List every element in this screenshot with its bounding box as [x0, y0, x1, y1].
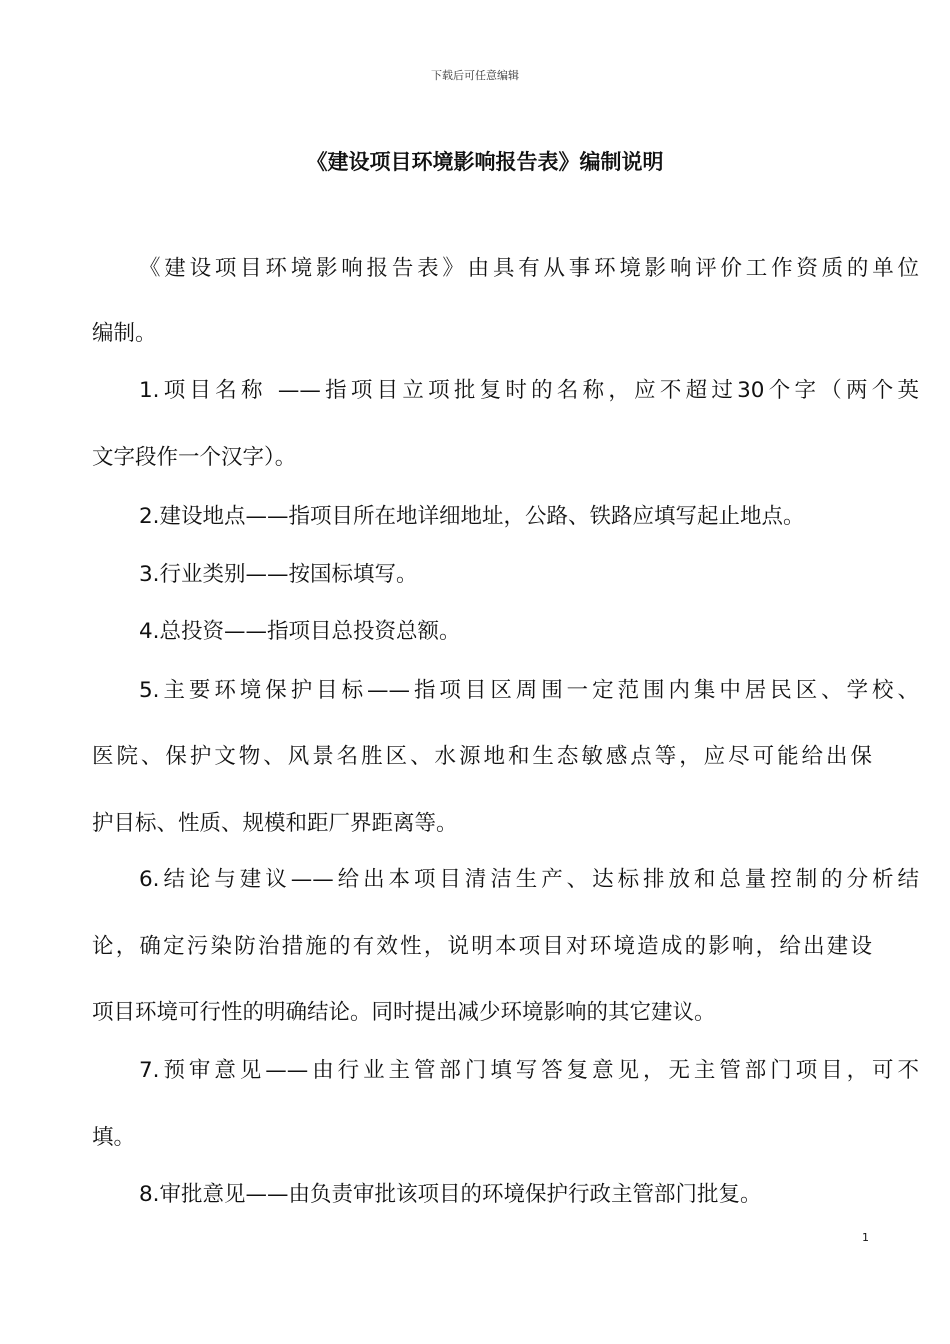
item-3: 3.行业类别——按国标填写。	[139, 562, 418, 587]
page-number: 1	[862, 1231, 869, 1244]
item-1-line-1: 1.项目名称 ——指项目立项批复时的名称，应不超过30个字（两个英	[139, 378, 919, 403]
paragraph-intro-line-2: 编制。	[92, 321, 157, 346]
item-8: 8.审批意见——由负责审批该项目的环境保护行政主管部门批复。	[139, 1182, 762, 1207]
paragraph-intro-line-1: 《建设项目环境影响报告表》由具有从事环境影响评价工作资质的单位	[139, 256, 919, 281]
item-5-line-1: 5.主要环境保护目标——指项目区周围一定范围内集中居民区、学校、	[139, 678, 919, 703]
item-6-line-1: 6.结论与建议——给出本项目清洁生产、达标排放和总量控制的分析结	[139, 867, 919, 892]
item-7-line-1: 7.预审意见——由行业主管部门填写答复意见，无主管部门项目，可不	[139, 1058, 919, 1083]
item-6-line-3: 项目环境可行性的明确结论。同时提出减少环境影响的其它建议。	[92, 1000, 716, 1025]
item-7-line-2: 填。	[92, 1125, 136, 1150]
item-6-line-2: 论，确定污染防治措施的有效性，说明本项目对环境造成的影响，给出建设	[92, 934, 872, 959]
item-1-line-2: 文字段作一个汉字）。	[92, 445, 297, 470]
item-5-line-3: 护目标、性质、规模和距厂界距离等。	[92, 811, 458, 836]
item-2: 2.建设地点——指项目所在地详细地址，公路、铁路应填写起止地点。	[139, 504, 805, 529]
header-note: 下载后可任意编辑	[431, 69, 519, 82]
item-5-line-2: 医院、保护文物、风景名胜区、水源地和生态敏感点等，应尽可能给出保	[92, 744, 872, 769]
item-4: 4.总投资——指项目总投资总额。	[139, 619, 461, 644]
document-title: 《建设项目环境影响报告表》编制说明	[306, 150, 664, 174]
